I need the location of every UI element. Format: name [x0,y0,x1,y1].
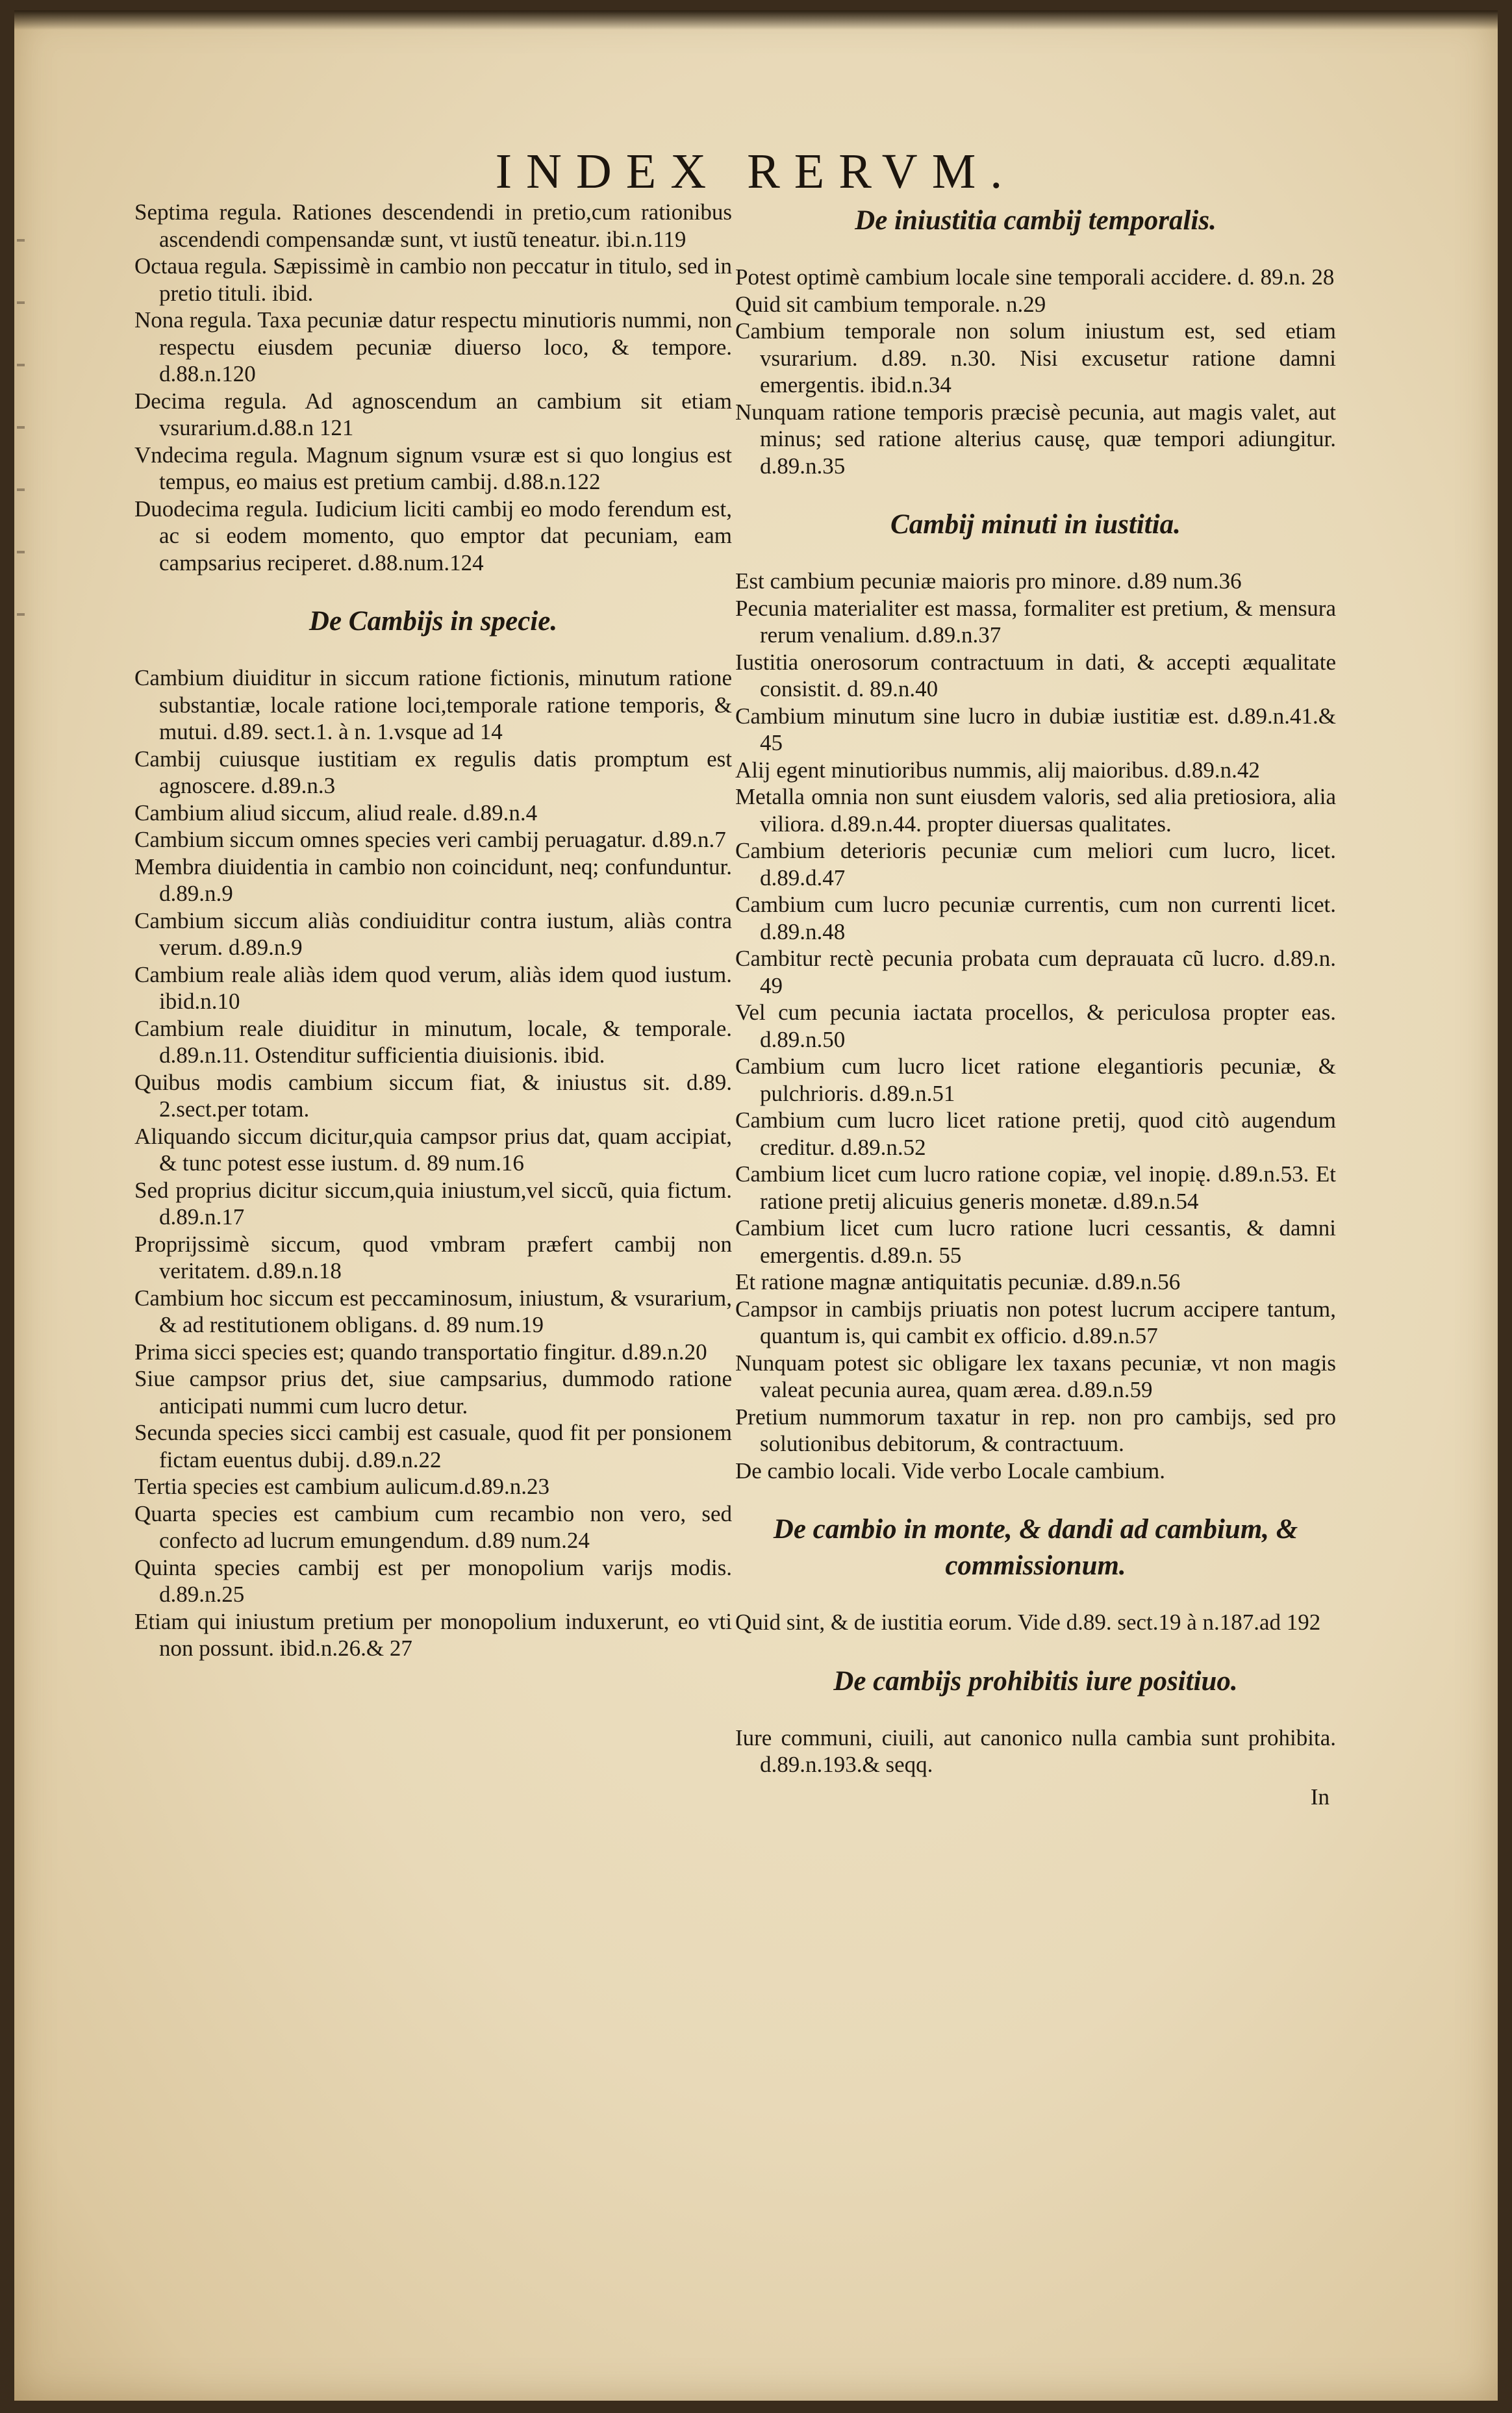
index-entry: Cambium siccum omnes species veri cambij peruagatur. d.89.n.7 [134,827,726,852]
index-entry: Metalla omnia non sunt eiusdem valoris, sed alia pretiosiora, alia viliora. d.89.n.44. propter diuersas qualitates. [735,784,1336,837]
index-entry: Alij egent minutioribus nummis, alij maioribus. d.89.n.42 [735,757,1260,783]
index-entry: Quid sint, & de iustitia eorum. Vide d.89. sect.19 à n.187.ad 192 [735,1610,1321,1635]
index-entry: Quarta species est cambium cum recambio non vero, sed confecto ad lucrum emungendum. d.89 num.24 [134,1500,732,1553]
page-edge-shadow [14,10,1498,30]
index-entry: Cambium cum lucro pecuniæ currentis, cum non currenti licet. d.89.n.48 [735,892,1336,944]
right-column [735,199,1336,1811]
index-entry: Pretium nummorum taxatur in rep. non pro cambijs, sed pro solutionibus debitorum, & contractuum. [735,1404,1336,1456]
index-entry: Potest optimè cambium locale sine temporali accidere. d. 89.n. 28 [735,264,1335,290]
index-entry: Cambium temporale non solum iniustum est, sed etiam vsurarium. d.89. n.30. Nisi excusetur ratione damni emergentis. ibid.n.34 [735,318,1336,398]
index-entry: Quibus modis cambium siccum fiat, & iniustus sit. d.89. 2.sect.per totam. [134,1069,732,1122]
index-entry: Cambij cuiusque iustitiam ex regulis datis promptum est agnoscere. d.89.n.3 [134,746,732,798]
index-entry: Decima regula. Ad agnoscendum an cambium sit etiam vsurarium.d.88.n 121 [134,388,732,440]
index-entry: Proprijssimè siccum, quod vmbram præfert cambij non veritatem. d.89.n.18 [134,1231,732,1283]
section-heading: De iniustitia cambij temporalis. [855,205,1216,236]
index-entry: Cambium minutum sine lucro in dubiæ iustitiæ est. d.89.n.41.& 45 [735,703,1336,755]
index-entry: Aliquando siccum dicitur,quia campsor prius dat, quam accipiat, & tunc potest esse iustum. d. 89 num.16 [134,1123,732,1176]
index-entry: Et ratione magnæ antiquitatis pecuniæ. d.89.n.56 [735,1269,1181,1295]
index-entry: Cambium reale aliàs idem quod verum, aliàs idem quod iustum. ibid.n.10 [134,961,732,1014]
index-entry: Quinta species cambij est per monopolium varijs modis. d.89.n.25 [134,1554,732,1607]
index-entry: Pecunia materialiter est massa, formaliter est pretium, & mensura rerum venalium. d.89.n.37 [735,595,1336,648]
index-entry: Sed proprius dicitur siccum,quia iniustum,vel siccũ, quia fictum. d.89.n.17 [134,1177,732,1230]
page-title: INDEX RERVM. [495,144,1017,199]
index-entry: Siue campsor prius det, siue campsarius, dummodo ratione anticipati nummi cum lucro detur. [134,1366,732,1419]
section-heading: Cambij minuti in iustitia. [890,509,1181,540]
left-margin-marks [14,179,30,616]
index-entry: Cambium cum lucro licet ratione elegantioris pecuniæ, & pulchrioris. d.89.n.51 [735,1054,1336,1106]
index-entry: Septima regula. Rationes descendendi in pretio,cum rationibus ascendendi compensandæ sunt, vt iustũ teneatur. ibi.n.119 [134,199,732,252]
index-entry: Nona regula. Taxa pecuniæ datur respectu minutioris nummi, non respectu eiusdem pecuniæ diuerso loco, & tempore. d.88.n.120 [134,307,732,386]
index-entry: Cambitur rectè pecunia probata cum deprauata cũ lucro. d.89.n. 49 [735,946,1336,998]
index-entry: Quid sit cambium temporale. n.29 [735,291,1046,317]
section-heading: De cambio in monte, & dandi ad cambium, & commissionum. [773,1514,1298,1581]
index-entry: Octaua regula. Sæpissimè in cambio non peccatur in titulo, sed in pretio tituli. ibid. [134,253,732,306]
index-entry: Prima sicci species est; quando transportatio fingitur. d.89.n.20 [134,1339,707,1365]
index-entry: Cambium licet cum lucro ratione lucri cessantis, & damni emergentis. d.89.n. 55 [735,1215,1336,1268]
index-entry: Cambium licet cum lucro ratione copiæ, vel inopię. d.89.n.53. Et ratione pretij alicuius generis monetæ. d.89.n.54 [735,1161,1336,1214]
section-heading: De Cambijs in specie. [309,606,558,637]
index-entry: Iure communi, ciuili, aut canonico nulla cambia sunt prohibita. d.89.n.193.& seqq. [735,1724,1336,1777]
index-entry: Duodecima regula. Iudicium liciti cambij eo modo ferendum est, ac si eodem momento, quo emptor dat pecuniam, eam campsarius reciperet. d.88.num.124 [134,496,732,575]
index-entry: Membra diuidentia in cambio non coincidunt, neq; confunduntur. d.89.n.9 [134,853,732,906]
index-entry: Nunquam potest sic obligare lex taxans pecuniæ, vt non magis valeat pecunia aurea, quam ærea. d.89.n.59 [735,1350,1336,1402]
section-heading: De cambijs prohibitis iure positiuo. [833,1665,1238,1697]
index-entry: Cambium deterioris pecuniæ cum meliori cum lucro, licet. d.89.d.47 [735,838,1336,891]
book-page [14,10,1498,2401]
index-entry: Nunquam ratione temporis præcisè pecunia, aut magis valet, aut minus; sed ratione alterius causę, quæ tempori adiungitur. d.89.n.35 [735,399,1336,479]
index-entry: Cambium siccum aliàs condiuiditur contra iustum, aliàs contra verum. d.89.n.9 [134,907,732,960]
index-entry: Cambium aliud siccum, aliud reale. d.89.n.4 [134,800,538,826]
index-entry: Etiam qui iniustum pretium per monopolium induxerunt, eo vti non possunt. ibid.n.26.& 27 [134,1608,732,1661]
left-column [134,199,732,1662]
index-entry: Tertia species est cambium aulicum.d.89.n.23 [134,1474,550,1499]
index-entry: Secunda species sicci cambij est casuale, quod fit per ponsionem fictam euentus dubij. d.89.n.22 [134,1420,732,1472]
index-entry: De cambio locali. Vide verbo Locale cambium. [735,1458,1166,1484]
catchword: In [1310,1784,1329,1810]
index-entry: Cambium reale diuiditur in minutum, locale, & temporale. d.89.n.11. Ostenditur sufficientia diuisionis. ibid. [134,1015,732,1068]
index-entry: Cambium cum lucro licet ratione pretij, quod citò augendum creditur. d.89.n.52 [735,1107,1336,1160]
index-entry: Campsor in cambijs priuatis non potest lucrum accipere tantum, quantum is, qui cambit ex officio. d.89.n.57 [735,1296,1336,1348]
index-entry: Vndecima regula. Magnum signum vsuræ est si quo longius est tempus, eo maius est pretium cambij. d.88.n.122 [134,442,732,494]
index-entry: Est cambium pecuniæ maioris pro minore. d.89 num.36 [735,568,1242,594]
index-entry: Vel cum pecunia iactata procellos, & periculosa propter eas. d.89.n.50 [735,1000,1336,1052]
index-entry: Cambium diuiditur in siccum ratione fictionis, minutum ratione substantiæ, locale ratione loci,temporale ratione temporis, & mutui. d.89. sect.1. à n. 1.vsque ad 14 [134,665,732,744]
index-entry: Cambium hoc siccum est peccaminosum, iniustum, & vsurarium, & ad restitutionem obligans. d. 89 num.19 [134,1285,732,1337]
index-entry: Iustitia onerosorum contractuum in dati, & accepti æqualitate consistit. d. 89.n.40 [735,649,1336,701]
